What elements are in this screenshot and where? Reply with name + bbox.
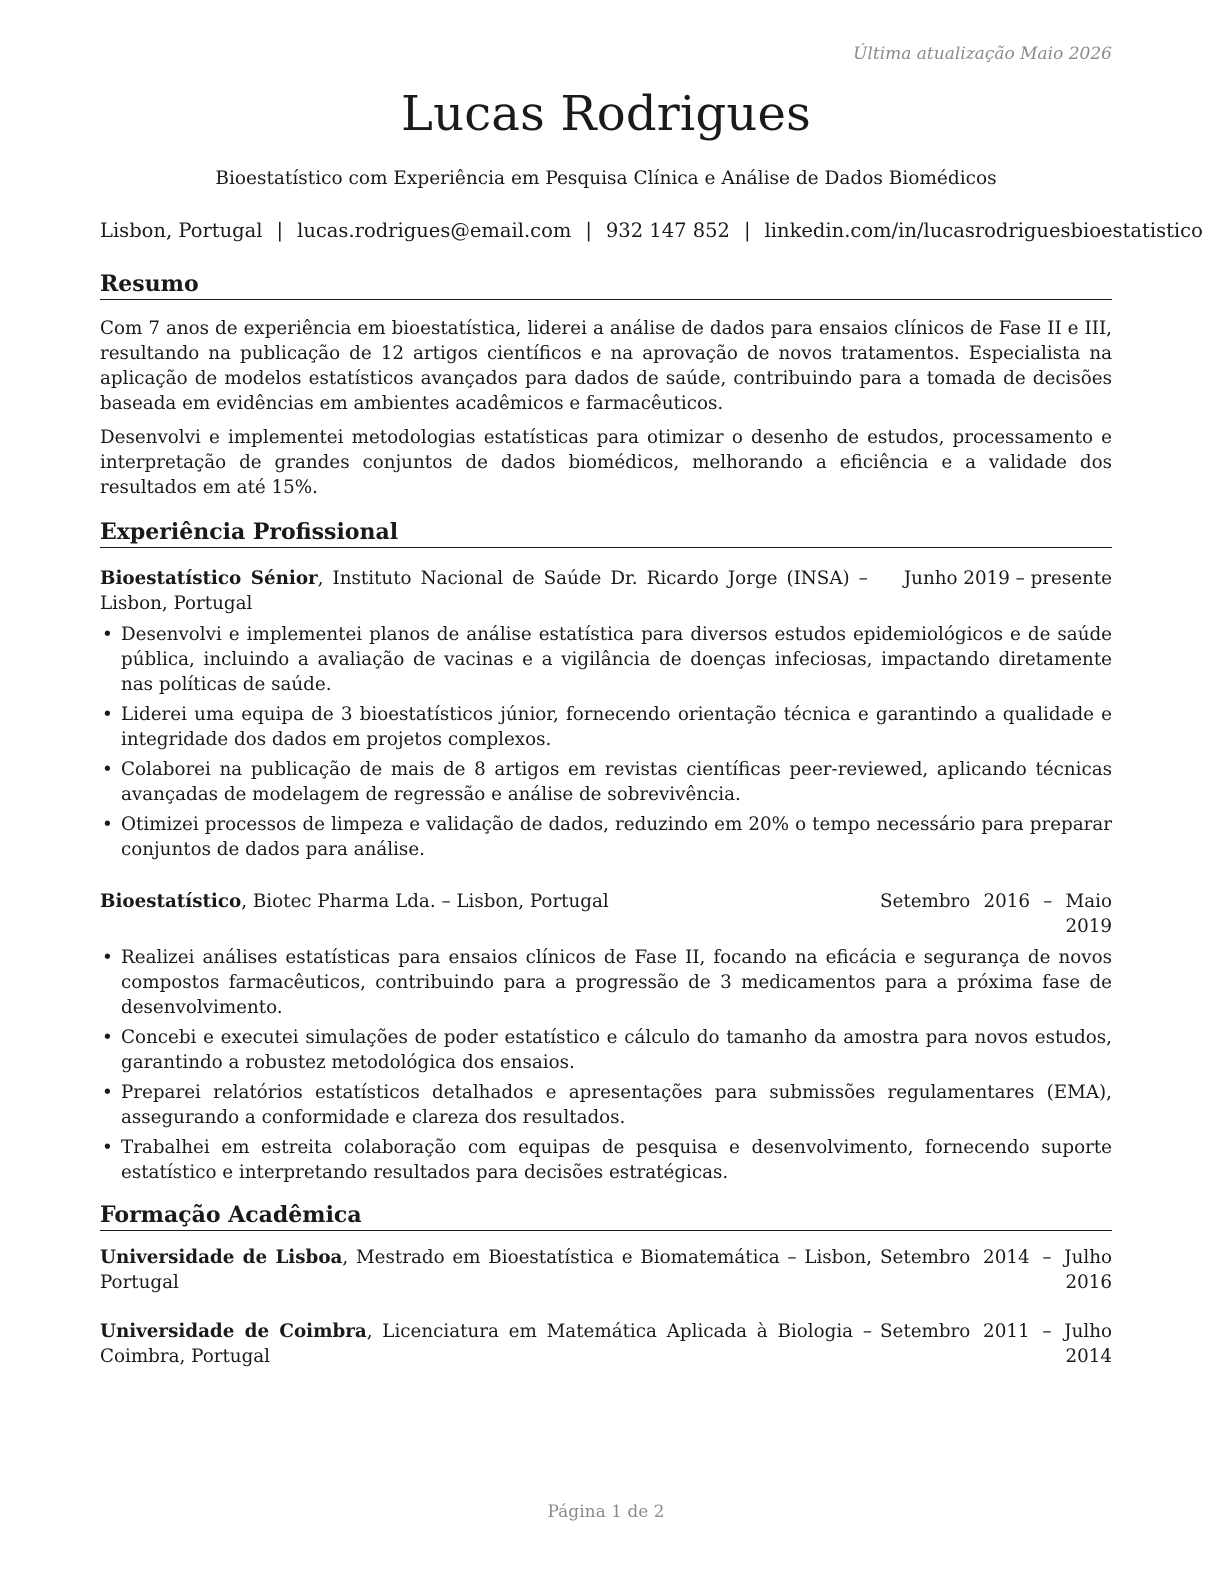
education-school: Universidade de Lisboa: [100, 1247, 343, 1268]
list-item: [100, 1135, 1112, 1185]
resume-content: [100, 270, 1112, 1369]
job-title-line: [100, 566, 868, 616]
contact-email[interactable]: lucas.rodrigues@email.com: [297, 219, 572, 242]
bullet-text: Preparei relatórios estatísticos detalhados e apresentações para submissões regulamentares (EMA), assegurando a conformidade e clareza dos resultados.: [121, 1082, 1112, 1128]
last-updated: Última atualização Maio 2026: [853, 44, 1112, 64]
bullet-icon: •: [102, 947, 113, 968]
experience-section: [100, 518, 1112, 1185]
bullet-icon: •: [102, 1027, 113, 1048]
job-bullets: [100, 945, 1112, 1185]
list-item: [100, 757, 1112, 807]
summary-section: [100, 270, 1112, 500]
bullet-icon: •: [102, 1137, 113, 1158]
bullet-text: Realizei análises estatísticas para ensaios clínicos de Fase II, focando na eficácia e segurança de novos compostos farmacêuticos, contribuindo para a progressão de 3 medicamentos para a próxima fase de desenvolvimento.: [121, 947, 1112, 1018]
education-dates: Setembro 2011 – Julho 2014: [880, 1321, 1112, 1367]
job-role: Bioestatístico: [100, 891, 242, 912]
job-role: Bioestatístico Sénior: [100, 568, 318, 589]
summary-paragraph: Com 7 anos de experiência em bioestatística, liderei a análise de dados para ensaios clínicos de Fase II e III, resultando na publicação de 12 artigos científicos e na aprovação de novos tratamentos. Especialista na aplicação de modelos estatísticos avançados para dados de saúde, contribuindo para a tomada de decisões baseada em evidências em ambientes acadêmicos e farmacêuticos.: [100, 318, 1112, 414]
bullet-text: Trabalhei em estreita colaboração com equipas de pesquisa e desenvolvimento, fornecendo suporte estatístico e interpretando resultados para decisões estratégicas.: [121, 1137, 1112, 1183]
job-dates: Junho 2019 – presente: [903, 568, 1112, 589]
job-dates: Setembro 2016 – Maio 2019: [880, 891, 1112, 937]
education-dates: Setembro 2014 – Julho 2016: [880, 1247, 1112, 1293]
list-item: [100, 812, 1112, 862]
bullet-icon: •: [102, 1082, 113, 1103]
bullet-icon: •: [102, 759, 113, 780]
job-entry: [100, 889, 1112, 1185]
contact-linkedin[interactable]: linkedin.com/in/lucasrodriguesbioestatistico: [764, 219, 1203, 242]
list-item: [100, 1080, 1112, 1130]
job-entry: [100, 566, 1112, 862]
bullet-icon: •: [102, 814, 113, 835]
summary-body: [100, 316, 1112, 500]
section-title-experience: Experiência Profissional: [100, 518, 1112, 548]
education-school: Universidade de Coimbra: [100, 1321, 367, 1342]
candidate-name: Lucas Rodrigues: [401, 86, 811, 142]
list-item: [100, 945, 1112, 1020]
bullet-icon: •: [102, 704, 113, 725]
list-item: [100, 622, 1112, 697]
education-title-line: [100, 1245, 872, 1295]
headline: Bioestatístico com Experiência em Pesquisa Clínica e Análise de Dados Biomédicos: [215, 168, 997, 189]
bullet-icon: •: [102, 624, 113, 645]
job-organization: , Instituto Nacional de Saúde Dr. Ricardo Jorge (INSA) – Lisbon, Portugal: [100, 568, 868, 614]
contact-separator: |: [585, 219, 592, 242]
education-detail: , Mestrado em Bioestatística e Biomatemática – Lisbon, Portugal: [100, 1247, 872, 1293]
section-title-summary: Resumo: [100, 270, 1112, 300]
job-header: [100, 889, 1112, 939]
contact-separator: |: [743, 219, 751, 242]
contact-location: Lisbon, Portugal: [100, 219, 263, 242]
contact-phone: 932 147 852: [605, 219, 730, 242]
page-number: Página 1 de 2: [547, 1502, 665, 1522]
summary-paragraph: Desenvolvi e implementei metodologias estatísticas para otimizar o desenho de estudos, processamento e interpretação de grandes conjuntos de dados biomédicos, melhorando a eficiência e a validade dos resultados em até 15%.: [100, 427, 1112, 498]
education-entry: [100, 1319, 1112, 1369]
education-detail: , Licenciatura em Matemática Aplicada à Biologia – Coimbra, Portugal: [100, 1321, 872, 1367]
job-title-line: [100, 889, 872, 939]
bullet-text: Otimizei processos de limpeza e validação de dados, reduzindo em 20% o tempo necessário para preparar conjuntos de dados para análise.: [121, 814, 1112, 860]
education-entry: [100, 1245, 1112, 1295]
list-item: [100, 702, 1112, 752]
education-title-line: [100, 1319, 872, 1369]
bullet-text: Desenvolvi e implementei planos de análise estatística para diversos estudos epidemiológicos e de saúde pública, incluindo a avaliação de vacinas e a vigilância de doenças infeciosas, impactando diretamente nas políticas de saúde.: [121, 624, 1112, 695]
job-header: [100, 566, 1112, 616]
contact-line: [100, 219, 1203, 242]
bullet-text: Concebi e executei simulações de poder estatístico e cálculo do tamanho da amostra para novos estudos, garantindo a robustez metodológica dos ensaios.: [121, 1027, 1112, 1073]
job-organization: , Biotec Pharma Lda. – Lisbon, Portugal: [241, 891, 609, 912]
resume-page: [100, 0, 1203, 1584]
section-title-education: Formação Acadêmica: [100, 1201, 1112, 1231]
education-section: [100, 1201, 1112, 1369]
bullet-text: Liderei uma equipa de 3 bioestatísticos júnior, fornecendo orientação técnica e garantindo a qualidade e integridade dos dados em projetos complexos.: [121, 704, 1112, 750]
contact-separator: |: [276, 219, 284, 242]
job-bullets: [100, 622, 1112, 862]
bullet-text: Colaborei na publicação de mais de 8 artigos em revistas científicas peer-reviewed, aplicando técnicas avançadas de modelagem de regressão e análise de sobrevivência.: [121, 759, 1112, 805]
list-item: [100, 1025, 1112, 1075]
